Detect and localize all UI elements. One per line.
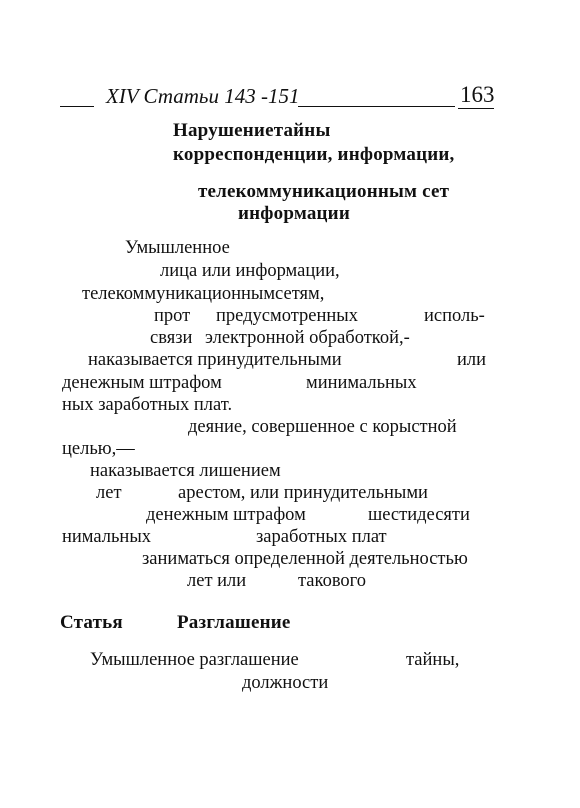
header-rule-right — [298, 106, 455, 107]
body-text-fragment: денежным штрафом — [62, 373, 222, 393]
body-text-fragment: лица или информации, — [160, 261, 340, 281]
body-text-fragment: деяние, совершенное с корыстной — [188, 417, 457, 437]
article-subtitle-line-1: телекоммуникационным сет — [198, 181, 450, 202]
body-text-fragment: минимальных — [306, 373, 417, 393]
body-text-fragment: лет — [96, 483, 122, 503]
next-article-title: Разглашение — [177, 612, 291, 633]
body-text-fragment: ных заработных плат. — [62, 395, 233, 415]
body-text-fragment: предусмотренных — [216, 306, 358, 326]
body-text-fragment: прот — [154, 306, 191, 326]
article-title-line-1: Нарушениетайны — [173, 120, 331, 141]
body-text-fragment: целью,— — [62, 439, 135, 459]
body-text-fragment: исполь- — [424, 306, 485, 326]
article-subtitle-line-2: информации — [238, 203, 350, 224]
article-title-line-2: корреспонденции, информации, — [173, 144, 455, 165]
next-body-fragment: должности — [242, 673, 329, 693]
body-text-fragment: такового — [298, 571, 367, 591]
page-number: 163 — [460, 82, 495, 107]
body-text-fragment: наказывается лишением — [90, 461, 281, 481]
body-text-fragment: заниматься определенной деятельностью — [142, 549, 468, 569]
running-title: XIV Статьи 143 -151 — [106, 84, 300, 108]
body-text-fragment: Умышленное — [125, 238, 230, 258]
body-text-fragment: денежным штрафом — [146, 505, 306, 525]
body-text-fragment: заработных плат — [256, 527, 387, 547]
body-text-fragment: лет или — [187, 571, 247, 591]
next-body-fragment: тайны, — [406, 650, 460, 670]
body-text-fragment: шестидесяти — [368, 505, 470, 525]
body-text-fragment: или — [457, 350, 487, 370]
header-rule-left — [60, 106, 94, 107]
next-body-fragment: Умышленное разглашение — [90, 650, 299, 670]
body-text-fragment: нимальных — [62, 527, 152, 547]
body-text-fragment: наказывается принудительными — [88, 350, 342, 370]
body-text-fragment: арестом, или принудительными — [178, 483, 428, 503]
body-text-fragment: электронной обработкой,- — [205, 328, 410, 348]
body-text-fragment: связи — [150, 328, 193, 348]
body-text-fragment: телекоммуникационнымсетям, — [82, 284, 325, 304]
next-article-label: Статья — [60, 612, 123, 633]
page-number-underline — [458, 108, 494, 109]
